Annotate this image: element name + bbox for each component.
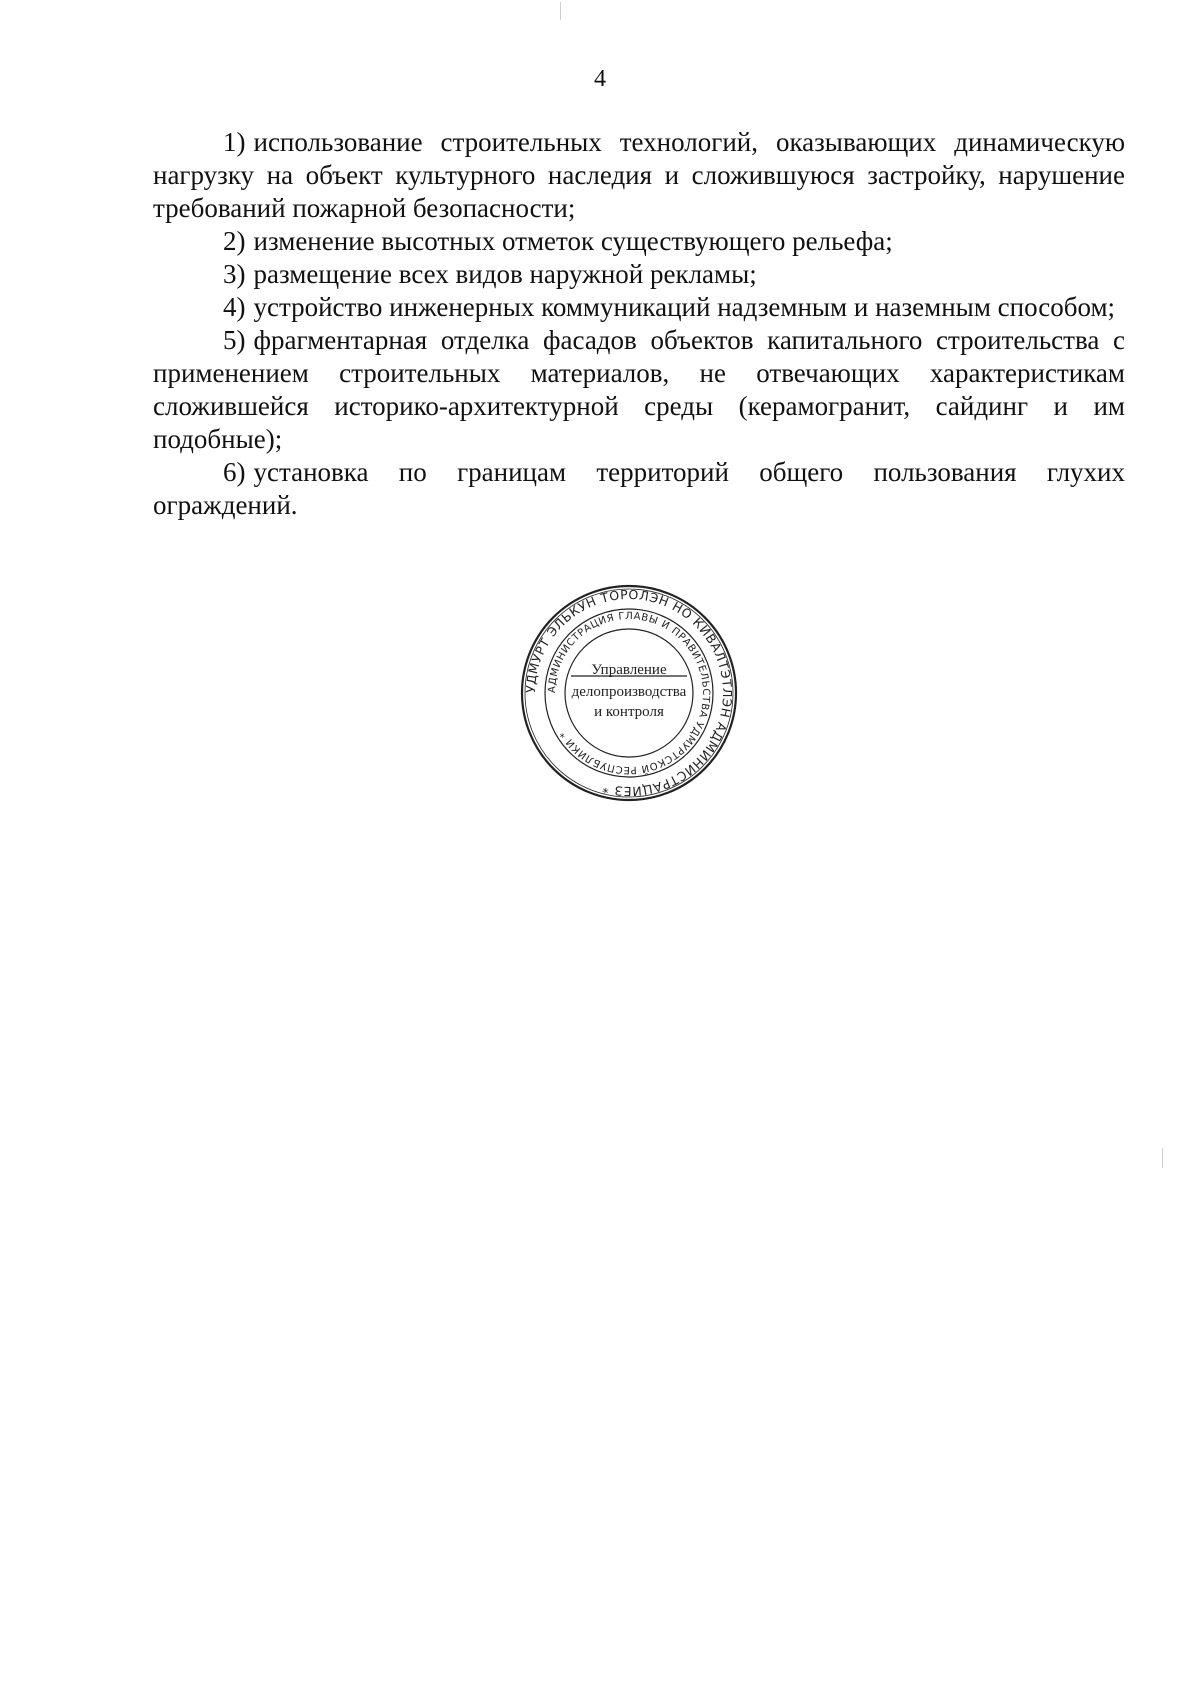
item-text: изменение высотных отметок существующего рельефа; bbox=[253, 226, 893, 256]
seal-graphic bbox=[519, 583, 739, 803]
list-item bbox=[153, 126, 1125, 225]
official-seal bbox=[519, 583, 739, 803]
item-number: 1) bbox=[223, 127, 246, 157]
item-number: 2) bbox=[223, 226, 246, 256]
item-text: размещение всех видов наружной рекламы; bbox=[253, 259, 757, 289]
seal-center-line1: Управление bbox=[591, 662, 667, 678]
item-text: фрагментарная отделка фасадов объектов капитального строительства с применением строительных материалов, не отвечающих характеристикам сложившейся историко-архитектурной среды (керамогранит, сайдинг и им подобные); bbox=[153, 325, 1125, 454]
list-item bbox=[153, 324, 1125, 456]
item-text: установка по границам территорий общего пользования глухих ограждений. bbox=[153, 457, 1125, 520]
item-number: 5) bbox=[223, 325, 246, 355]
page-number: 4 bbox=[594, 66, 606, 92]
item-number: 4) bbox=[223, 292, 246, 322]
restrictions-list bbox=[153, 126, 1125, 522]
list-item bbox=[153, 225, 1125, 258]
seal-center-line2: делопроизводства bbox=[571, 684, 687, 700]
list-item bbox=[153, 258, 1125, 291]
list-item bbox=[153, 456, 1125, 522]
item-text: устройство инженерных коммуникаций надземным и наземным способом; bbox=[253, 292, 1116, 322]
seal-center-line3: и контроля bbox=[594, 704, 664, 720]
seal-outer-text-path: УДМУРТ ЭЛЬКУН ТОРОЛЭН НО КИВАЛТЭТЛЭН АДМИНИСТРАЦИЕЗ * bbox=[522, 586, 736, 800]
seal-inner-text-path: АДМИНИСТРАЦИЯ ГЛАВЫ И ПРАВИТЕЛЬСТВА УДМУРТСКОЙ РЕСПУБЛИКИ * bbox=[546, 610, 712, 776]
scan-artifact bbox=[1162, 1148, 1163, 1168]
item-text: использование строительных технологий, оказывающих динамическую нагрузку на объект культурного наследия и сложившуюся застройку, нарушение требований пожарной безопасности; bbox=[153, 127, 1125, 223]
list-item bbox=[153, 291, 1125, 324]
scan-artifact bbox=[560, 2, 561, 20]
item-number: 6) bbox=[223, 457, 246, 487]
item-number: 3) bbox=[223, 259, 246, 289]
